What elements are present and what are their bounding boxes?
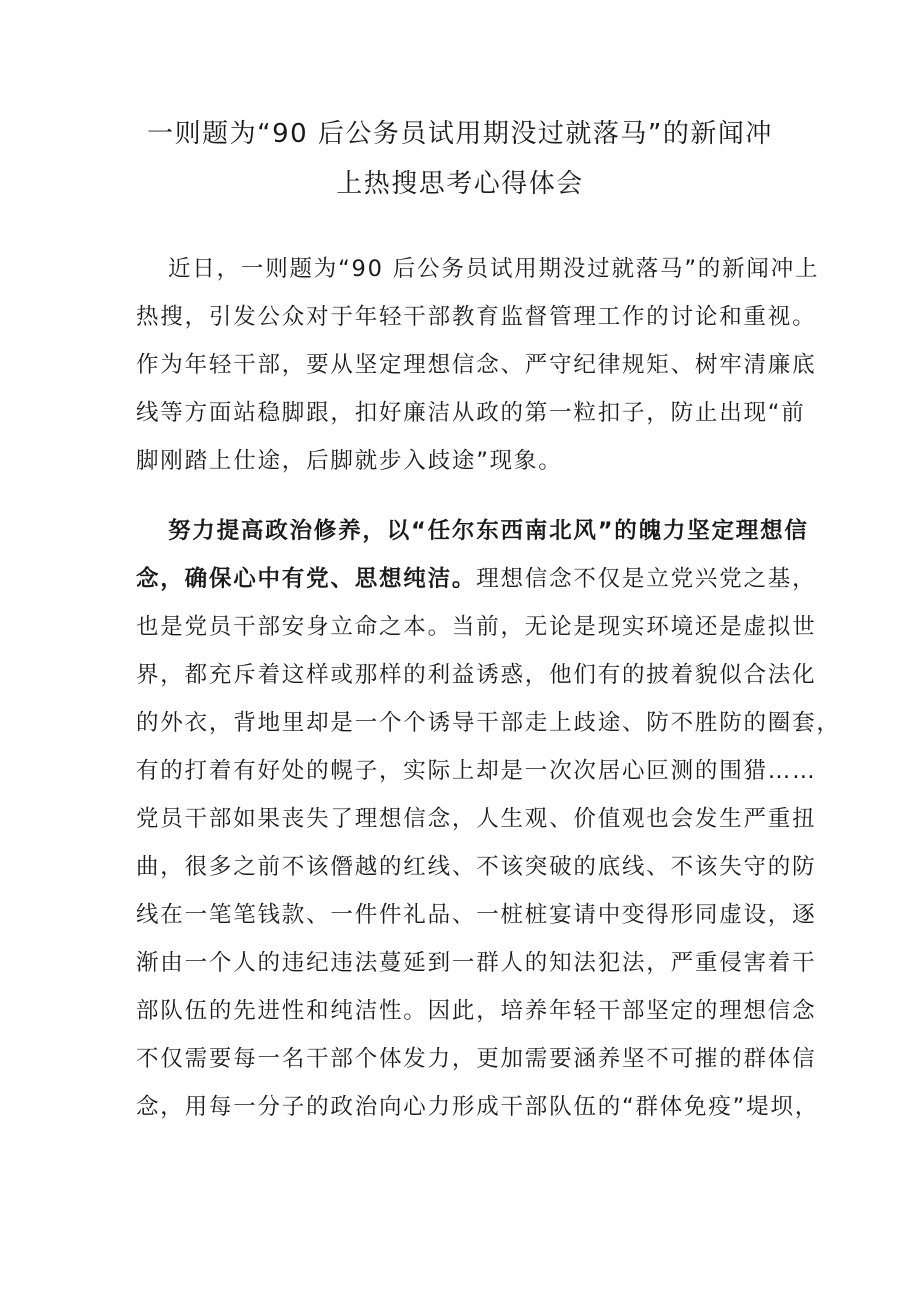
paragraph-2-bold-heading-end: 念，确保心中有党、思想纯洁。 bbox=[136, 566, 477, 592]
paragraph-2-bold-heading: 努力提高政治修养，以“任尔东西南北风”的魄力坚定理想信 bbox=[168, 518, 809, 544]
paragraph-1-line: 线等方面站稳脚跟，扣好廉洁从政的第一粒扣子，防止出现“前 bbox=[136, 400, 806, 426]
paragraph-2-line: 有的打着有好处的幌子，实际上却是一次次居心叵测的围猎…… bbox=[136, 758, 817, 784]
paragraph-2-line: 曲，很多之前不该僭越的红线、不该突破的底线、不该失守的防 bbox=[136, 854, 817, 880]
document-title-line-1: 一则题为“90 后公务员试用期没过就落马”的新闻冲 bbox=[147, 119, 773, 149]
paragraph-1-line: 脚刚踏上仕途，后脚就步入歧途”现象。 bbox=[136, 448, 563, 474]
paragraph-2-line: 念，用每一分子的政治向心力形成干部队伍的“群体免疫”堤坝， bbox=[136, 1094, 820, 1120]
document-title-line-2: 上热搜思考心得体会 bbox=[336, 169, 584, 199]
paragraph-1-line: 作为年轻干部，要从坚定理想信念、严守纪律规矩、树牢清廉底 bbox=[136, 352, 817, 378]
paragraph-2-line: 部队伍的先进性和纯洁性。因此，培养年轻干部坚定的理想信念 bbox=[136, 998, 817, 1024]
paragraph-2-line: 党员干部如果丧失了理想信念，人生观、价值观也会发生严重扭 bbox=[136, 806, 817, 832]
paragraph-2-line: 的外衣，背地里却是一个个诱导干部走上歧途、防不胜防的圈套， bbox=[136, 710, 841, 736]
paragraph-2-line-text: 理想信念不仅是立党兴党之基， bbox=[476, 566, 817, 592]
paragraph-2-line: 界，都充斥着这样或那样的利益诱惑，他们有的披着貌似合法化 bbox=[136, 662, 817, 688]
paragraph-2-line: 不仅需要每一名干部个体发力，更加需要涵养坚不可摧的群体信 bbox=[136, 1046, 817, 1072]
paragraph-2-line: 也是党员干部安身立命之本。当前，无论是现实环境还是虚拟世 bbox=[136, 614, 817, 640]
paragraph-1-line: 近日，一则题为“90 后公务员试用期没过就落马”的新闻冲上 bbox=[168, 256, 820, 282]
paragraph-2-line: 线在一笔笔钱款、一件件礼品、一桩桩宴请中变得形同虚设，逐 bbox=[136, 902, 817, 928]
paragraph-1-line: 热搜，引发公众对于年轻干部教育监督管理工作的讨论和重视。 bbox=[136, 304, 817, 330]
paragraph-2-line: 渐由一个人的违纪违法蔓延到一群人的知法犯法，严重侵害着干 bbox=[136, 950, 817, 976]
paragraph-2-line bbox=[136, 561, 817, 597]
